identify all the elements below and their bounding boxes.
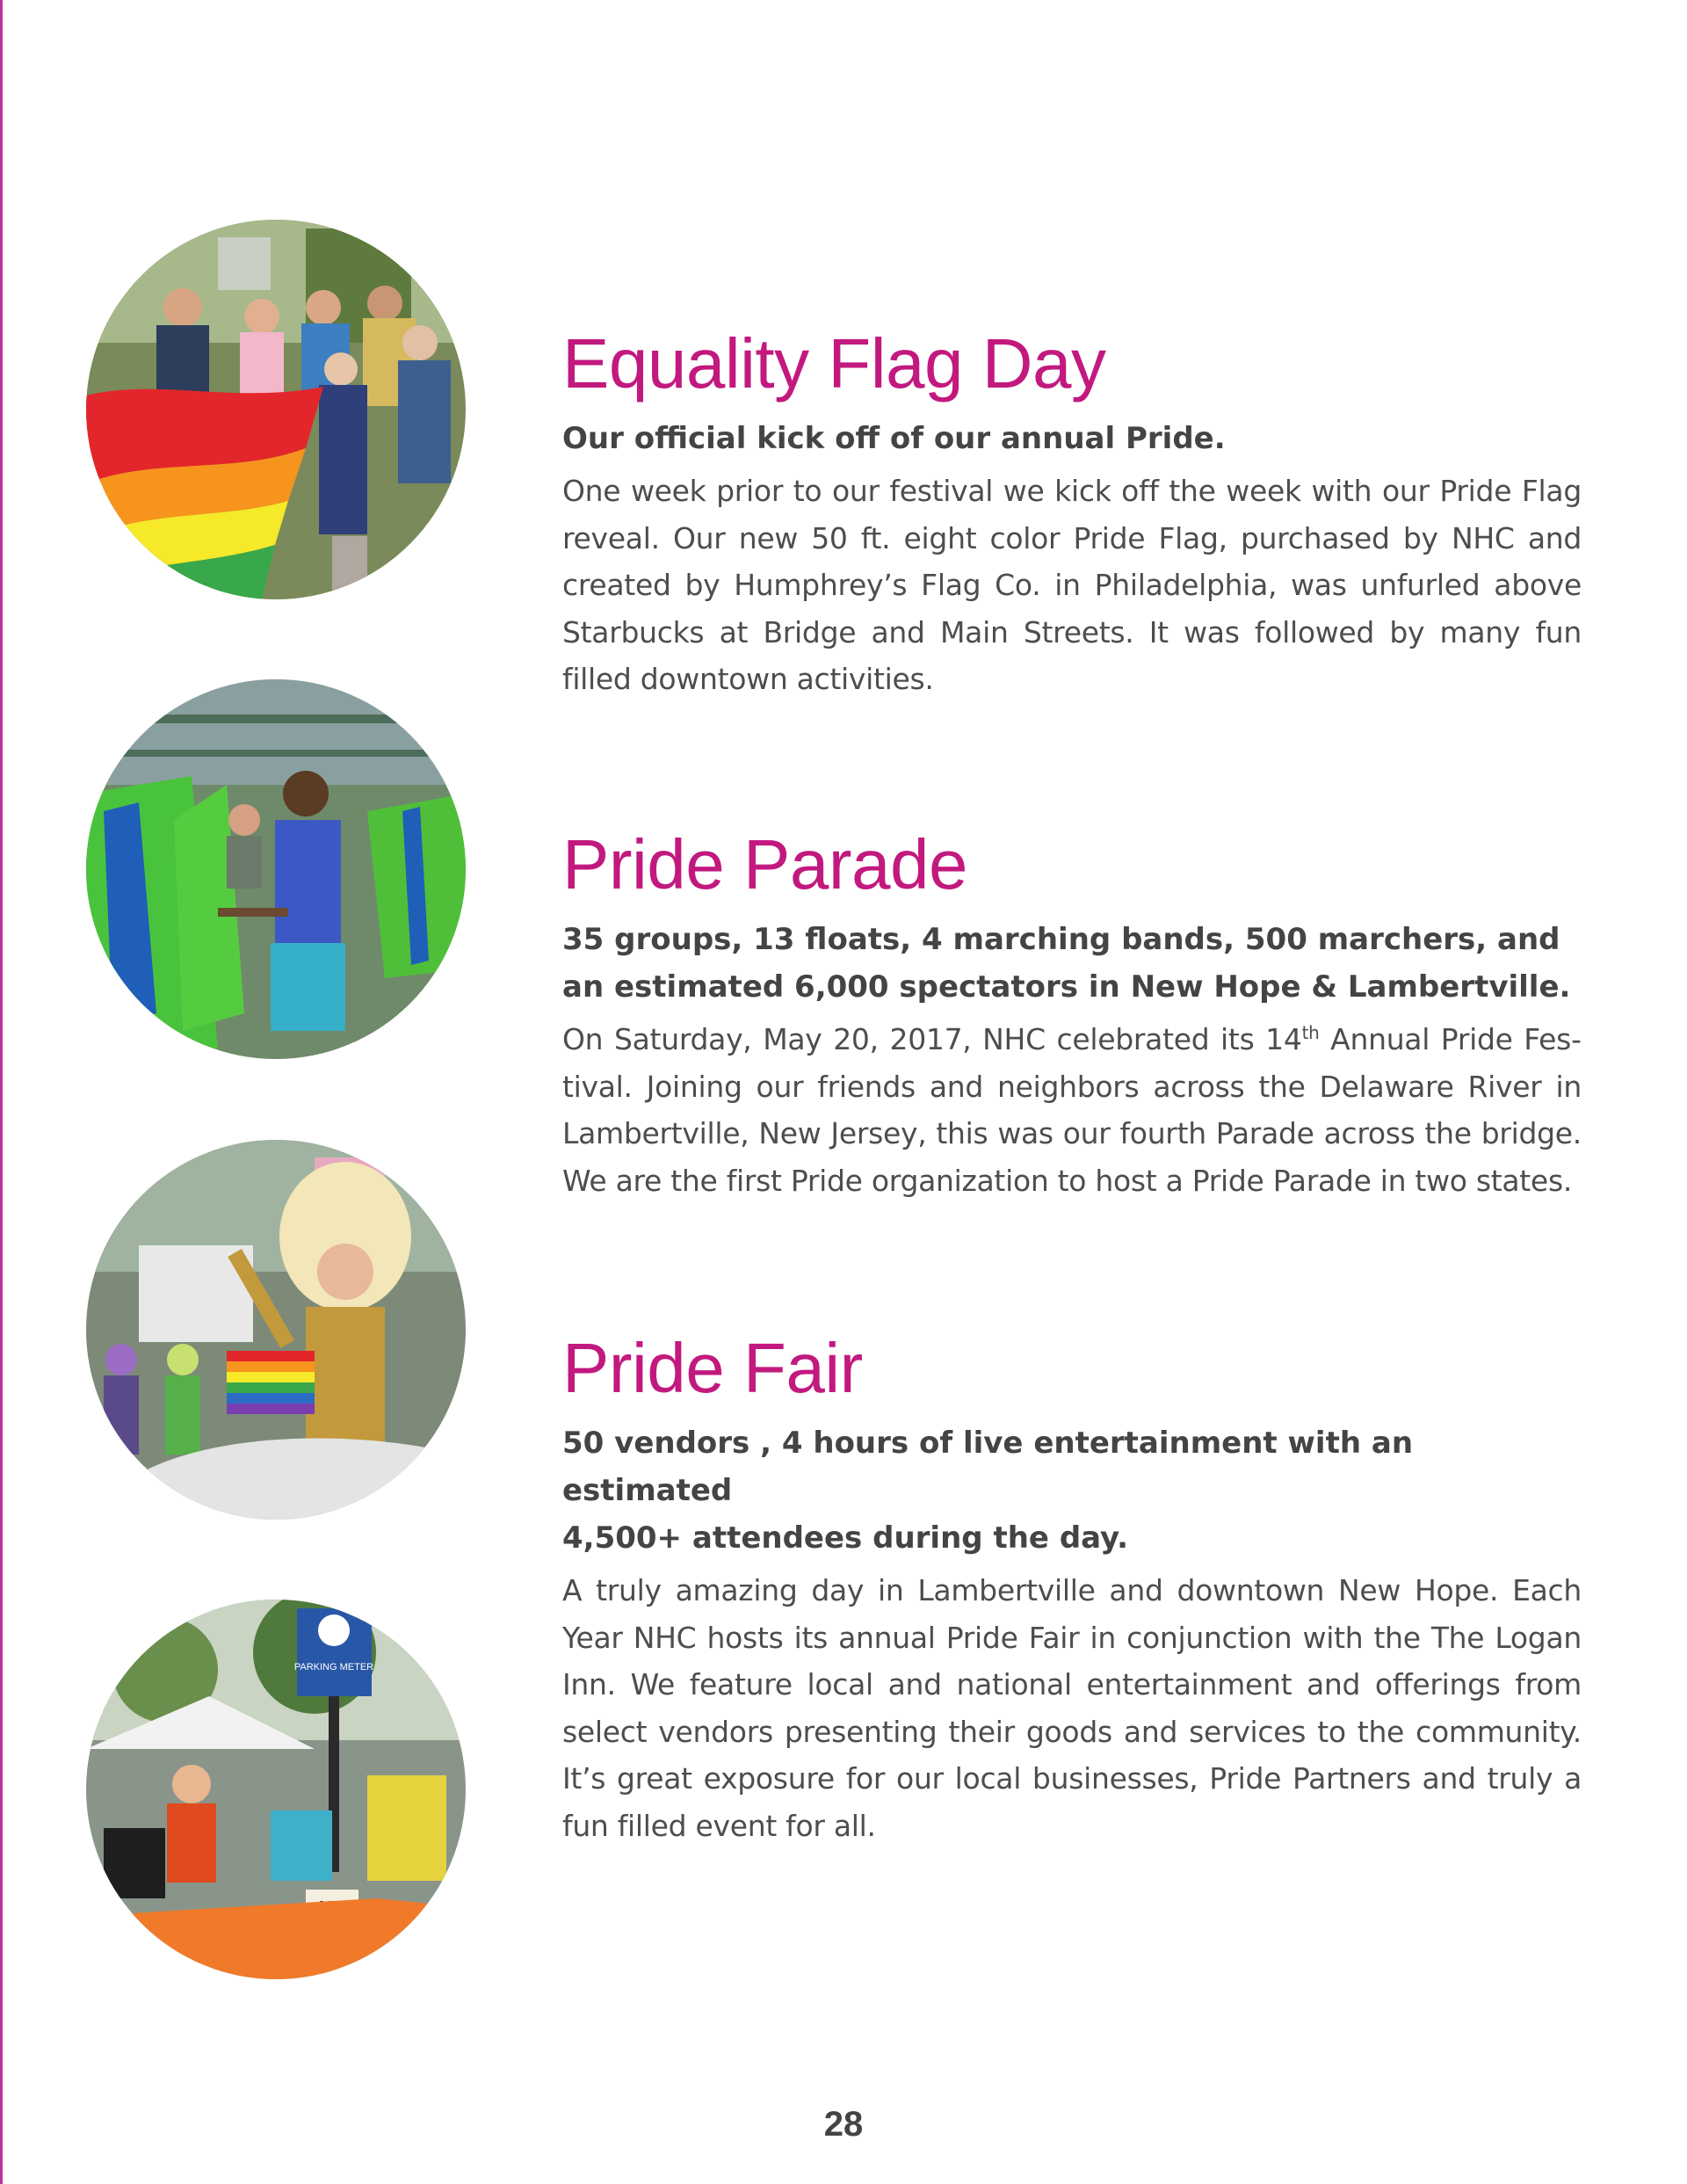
- pride-parade-section: [562, 826, 1582, 1204]
- pride-fair-vendors-photo: [86, 1600, 466, 1979]
- section-subtitle: Our official kick off of our annual Pride.: [562, 421, 1226, 456]
- pride-fair-section: [562, 1330, 1582, 1849]
- pride-parade-photo: [86, 679, 466, 1059]
- pride-fair-performer-photo: [86, 1140, 466, 1520]
- section-subtitle: [562, 1419, 1582, 1562]
- subtitle-line-1: 35 groups, 13 floats, 4 marching bands, 500 marchers, and: [562, 922, 1560, 957]
- page-number: 28: [823, 2105, 864, 2144]
- ordinal-suffix: th: [1301, 1022, 1320, 1043]
- parking-meter-sign-text: PARKING METER: [293, 1662, 374, 1672]
- subtitle-line-2: an estimated 6,000 spectators in New Hope & Lambertville.: [562, 969, 1571, 1005]
- equality-flag-day-section: [562, 325, 1582, 703]
- parade-photo-illustration: [86, 679, 466, 1059]
- section-title: Equality Flag Day: [562, 324, 1106, 403]
- section-body: A truly amazing day in Lambertville and downtown New Hope. Each Year NHC hosts its annual Pride Fair in conjunction with the The Logan Inn. We feature local and national entertainment and offerings from select vendors presenting their goods and services to the community. It’s great exposure for our local businesses, Pride Partners and truly a fun filled event for all.: [562, 1573, 1582, 1843]
- body-part-2: Annual Pride Festival. Joining our friends and neighbors across the Delaware River in Lambertville, New Jersey, this was our fourth Parade across the bridge. We are the first Pride organization to host a Pride Parade in two states.: [562, 1022, 1582, 1198]
- section-body: [562, 1016, 1582, 1204]
- flag-day-photo-illustration: [86, 220, 466, 599]
- section-title: Pride Parade: [562, 825, 967, 903]
- section-subtitle: [562, 916, 1582, 1011]
- vendors-photo-illustration: [86, 1600, 466, 1979]
- subtitle-line-1: 50 vendors , 4 hours of live entertainment with an estimated: [562, 1426, 1414, 1508]
- section-title: Pride Fair: [562, 1329, 863, 1407]
- subtitle-line-2: 4,500+ attendees during the day.: [562, 1520, 1129, 1556]
- equality-flag-day-photo: [86, 220, 466, 599]
- section-body: One week prior to our festival we kick off the week with our Pride Flag reveal. Our new 50 ft. eight color Pride Flag, purchased by NHC and created by Humphrey’s Flag Co. in Philadelphia, was unfurled above Starbucks at Bridge and Main Streets. It was followed by many fun filled downtown activities.: [562, 474, 1582, 696]
- performer-photo-illustration: [86, 1140, 466, 1520]
- body-part-1: On Saturday, May 20, 2017, NHC celebrated its 14: [562, 1022, 1302, 1056]
- page-edge-line: [0, 0, 3, 2184]
